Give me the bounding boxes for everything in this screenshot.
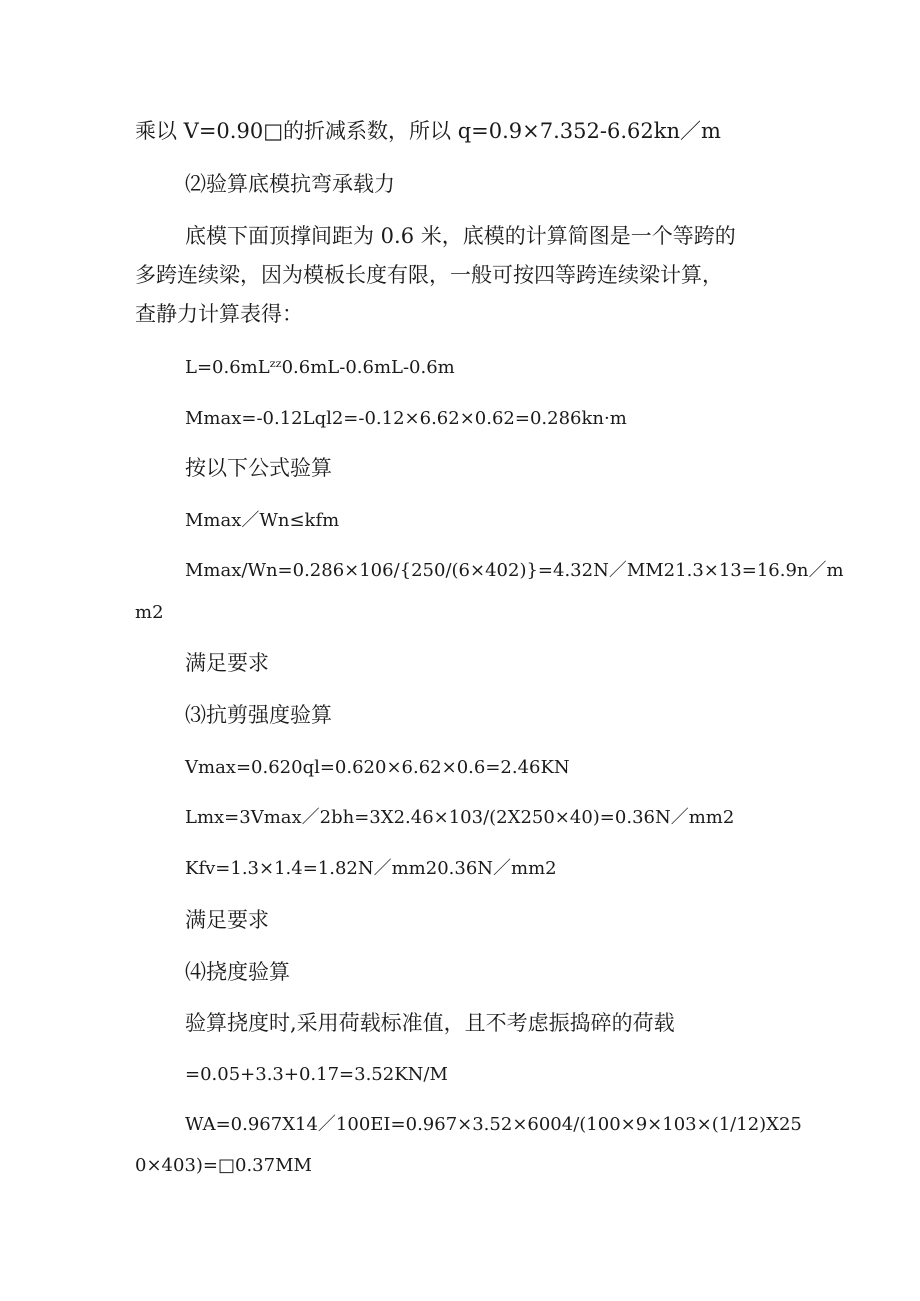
paragraph-line: 满足要求 bbox=[185, 908, 269, 932]
section-heading: ⑷挠度验算 bbox=[185, 960, 290, 984]
paragraph-line: 查静力计算表得： bbox=[135, 302, 303, 326]
formula-line: Lmx=3Vmax／2bh=3X2.46×103/(2X250×40)=0.36N／mm2 bbox=[185, 807, 735, 828]
section-heading: ⑵验算底模抗弯承载力 bbox=[185, 172, 395, 196]
formula-line: 0×403)=□0.37MM bbox=[135, 1155, 312, 1176]
paragraph-line: 满足要求 bbox=[185, 651, 269, 675]
paragraph-line: 验算挠度时,采用荷载标准值，且不考虑振捣碎的荷载 bbox=[185, 1011, 675, 1035]
paragraph-line: 乘以 V=0.90□的折减系数，所以 q=0.9×7.352-6.62kn／m bbox=[135, 119, 721, 143]
formula-line: L=0.6mLᶻᶻ0.6mL-0.6mL-0.6m bbox=[185, 357, 455, 378]
formula-line: Mmax/Wn=0.286×106/{250/(6×402)}=4.32N／MM21.3×13=16.9n／m bbox=[185, 560, 844, 581]
section-heading: ⑶抗剪强度验算 bbox=[185, 703, 332, 727]
paragraph-line: 按以下公式验算 bbox=[185, 456, 332, 480]
formula-line: m2 bbox=[135, 602, 164, 623]
formula-line: Kfv=1.3×1.4=1.82N／mm20.36N／mm2 bbox=[185, 858, 557, 879]
formula-line: Vmax=0.620ql=0.620×6.62×0.6=2.46KN bbox=[185, 757, 570, 778]
paragraph-line: 多跨连续梁，因为模板长度有限，一般可按四等跨连续梁计算， bbox=[135, 263, 723, 287]
formula-line: =0.05+3.3+0.17=3.52KN/M bbox=[185, 1064, 448, 1085]
paragraph-line: 底模下面顶撑间距为 0.6 米，底模的计算简图是一个等跨的 bbox=[185, 224, 736, 248]
formula-line: WA=0.967X14／100EI=0.967×3.52×6004/(100×9×103×(1/12)X25 bbox=[185, 1114, 802, 1135]
formula-line: Mmax=-0.12Lql2=-0.12×6.62×0.62=0.286kn·m bbox=[185, 408, 627, 429]
formula-line: Mmax／Wn≤kfm bbox=[185, 510, 340, 531]
